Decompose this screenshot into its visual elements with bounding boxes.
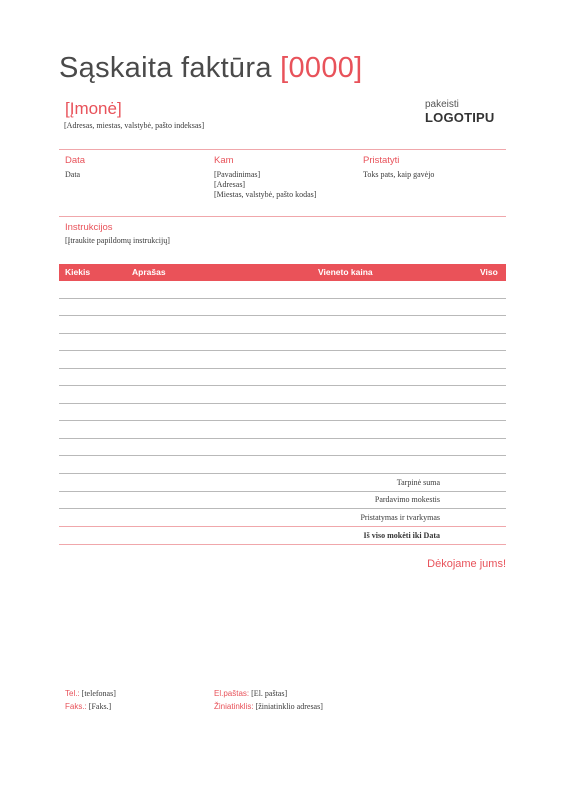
sales-tax-label: Pardavimo mokestis: [374, 495, 440, 504]
subtotal-label: Tarpinė suma: [396, 478, 440, 487]
footer-web: [214, 702, 323, 711]
table-row[interactable]: [59, 455, 506, 456]
table-row[interactable]: [59, 420, 506, 421]
divider: [59, 149, 506, 150]
company-name: [Įmonė]: [65, 99, 122, 118]
footer-email: [214, 689, 287, 698]
ship-value: Toks pats, kaip gavėjo: [363, 170, 435, 179]
instructions-label: Instrukcijos: [65, 222, 113, 233]
footer-fax: [65, 702, 111, 711]
table-row[interactable]: [59, 403, 506, 404]
invoice-title: [59, 52, 363, 85]
phone-value: [telefonas]: [81, 689, 116, 698]
web-label: Žiniatinklis:: [214, 702, 254, 711]
items-table-header: [59, 264, 506, 281]
col-unit-price: Vieneto kaina: [318, 267, 373, 277]
table-row[interactable]: [59, 350, 506, 351]
to-label: Kam: [214, 155, 234, 166]
table-row[interactable]: [59, 473, 506, 474]
table-row[interactable]: [59, 491, 506, 492]
invoice-number: [0000]: [280, 52, 363, 84]
total-due-label: Iš viso mokėti iki Data: [363, 531, 440, 540]
to-address: [Adresas]: [214, 180, 246, 189]
ship-label: Pristatyti: [363, 155, 400, 166]
col-total: Viso: [480, 267, 498, 277]
table-row[interactable]: [59, 298, 506, 299]
web-value: [žiniatinklio adresas]: [255, 702, 323, 711]
to-city: [Miestas, valstybė, pašto kodas]: [214, 190, 317, 199]
date-value: Data: [65, 170, 81, 179]
table-row[interactable]: [59, 385, 506, 386]
table-row[interactable]: [59, 508, 506, 509]
fax-label: Faks.:: [65, 702, 87, 711]
invoice-title-text: Sąskaita faktūra: [59, 52, 272, 84]
logo-big-text: LOGOTIPU: [425, 109, 495, 125]
fax-value: [Faks.]: [88, 702, 112, 711]
logo-placeholder: [425, 100, 495, 124]
col-quantity: Kiekis: [65, 267, 91, 277]
table-row[interactable]: [59, 368, 506, 369]
phone-label: Tel.:: [65, 689, 80, 698]
shipping-label: Pristatymas ir tvarkymas: [360, 513, 440, 522]
table-row[interactable]: [59, 333, 506, 334]
divider: [59, 216, 506, 217]
logo-small-text: pakeisti: [425, 99, 459, 110]
footer-phone: [65, 689, 116, 698]
email-value: [El. paštas]: [251, 689, 288, 698]
table-row[interactable]: [59, 544, 506, 545]
date-label: Data: [65, 155, 86, 166]
email-label: El.paštas:: [214, 689, 250, 698]
table-row[interactable]: [59, 438, 506, 439]
to-name: [Pavadinimas]: [214, 170, 261, 179]
company-address: [Adresas, miestas, valstybė, pašto indeksas]: [64, 121, 205, 130]
table-row[interactable]: [59, 315, 506, 316]
thank-you-note: Dėkojame jums!: [427, 558, 506, 570]
col-description: Aprašas: [132, 267, 166, 277]
instructions-value: [Įtraukite papildomų instrukcijų]: [65, 236, 170, 245]
table-row[interactable]: [59, 526, 506, 527]
